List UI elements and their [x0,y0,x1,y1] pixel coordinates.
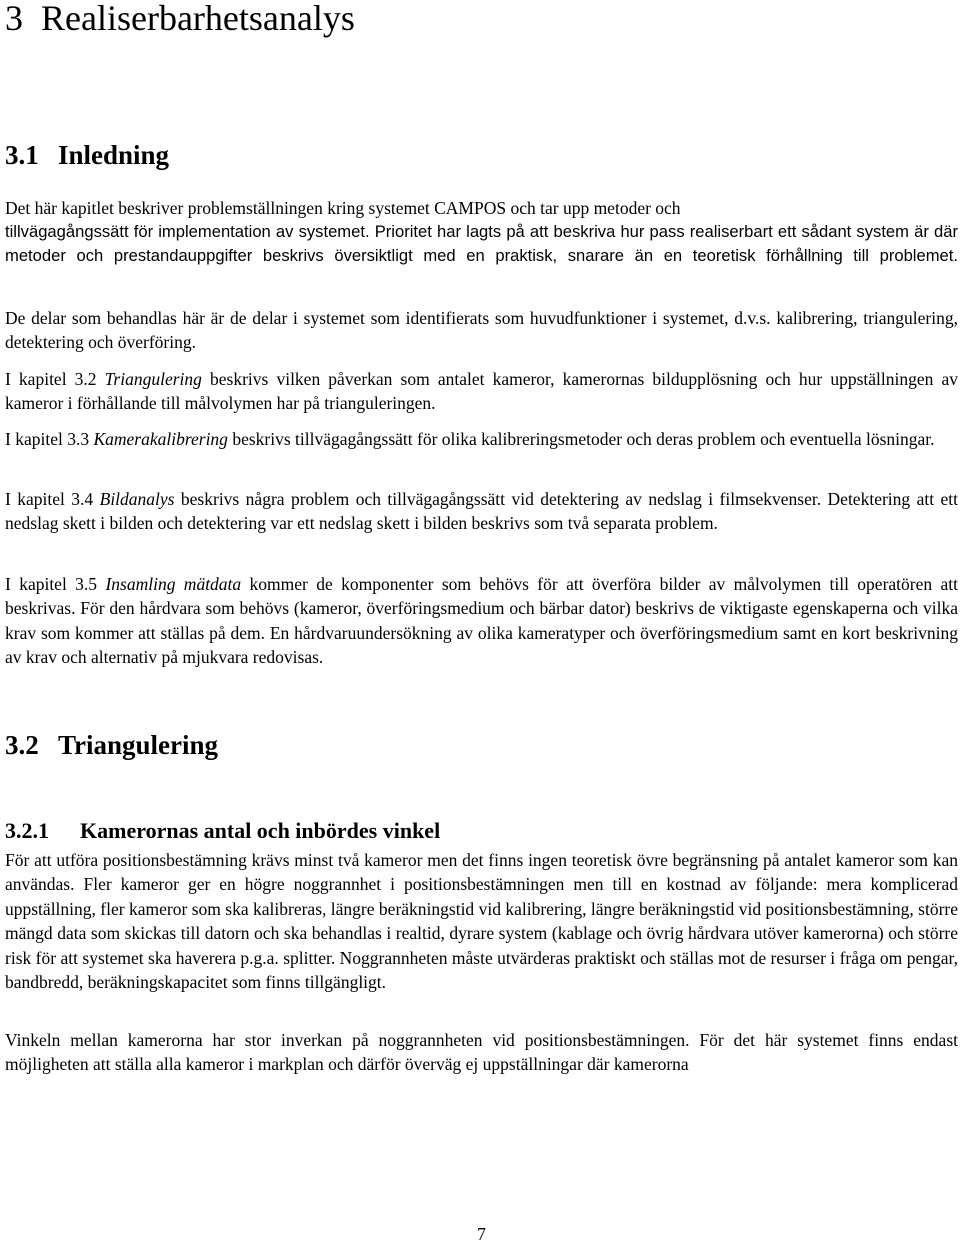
paragraph-intro-sans: tillvägagångssätt för implementation av systemet. Prioritet har lagts på att beskriva hur pass realiserbart ett sådant system är där metoder och prestandauppgifter beskrivs översiktligt med en praktisk, snarare än en teoretisk förhållning till problemet. [5,222,958,266]
paragraph-chapter-3-4 [5,487,958,536]
paragraph-camera-count: För att utföra positionsbestämning krävs minst två kameror men det finns ingen teoretisk övre begränsning på antalet kameror som kan användas. Fler kameror ger en högre noggrannhet i positionsbestämningen men till en kostnad av följande: mera komplicerad uppställning, fler kameror som ska kalibreras, längre beräkningstid vid kalibrering, längre beräkningstid vid positionsbestämning, större mängd data som skickas till datorn och ska behandlas i realtid, dyrare system (kablage och övrig hårdvara utöver kamerorna) och större risk för att systemet ska haverera p.g.a. splitter. Noggrannheten måste utvärderas praktiskt och ställas mot de resurser i fråga om pengar, bandbredd, beräkningskapacitet som finns tillgängligt. [5,850,958,993]
ref-title: Triangulering [104,369,202,389]
paragraph-intro-serif: Det här kapitlet beskriver problemställningen kring systemet CAMPOS och tar upp metoder och [5,198,681,218]
paragraph-chapter-3-3 [5,427,958,451]
ref-prefix: I kapitel 3.4 [5,489,100,509]
paragraph-chapter-3-2 [5,367,958,416]
paragraph-chapter-3-5 [5,572,958,670]
chapter-title: Realiserbarhetsanalys [41,0,355,38]
section-number: 3.1 [5,140,39,170]
ref-title: Bildanalys [99,489,175,509]
subsection-heading-3-2-1 [5,817,440,845]
chapter-number: 3 [5,0,23,38]
section-title: Inledning [58,140,170,170]
chapter-heading [5,0,355,44]
section-number: 3.2 [5,730,39,760]
ref-text: beskrivs vilken påverkan som antalet kameror, kamerornas bildupplösning och hur uppställningen av kameror i förhållande till målvolymen har på trianguleringen. [5,369,958,414]
subsection-title: Kamerornas antal och inbördes vinkel [80,818,441,843]
ref-title: Kamerakalibrering [93,429,228,449]
ref-prefix: I kapitel 3.3 [5,429,94,449]
paragraph-camera-angle: Vinkeln mellan kamerorna har stor inverkan på noggrannheten vid positionsbestämningen. För det här systemet finns endast möjligheten att ställa alla kameror i markplan och därför överväg ej uppställningar där kamerorna [5,1030,958,1075]
ref-text: beskrivs några problem och tillvägagångssätt vid detektering av nedslag i filmsekvenser. Detektering att ett nedslag skett i bilden och detektering var ett nedslag skett i bilden beskrivs som två separata problem. [5,489,958,534]
ref-text: kommer de komponenter som behövs för att överföra bilder av målvolymen till operatören att beskrivas. För den hårdvara som behövs (kameror, överföringsmedium och bärbar dator) beskrivs de viktigaste egenskaperna och vilka krav som kommer att ställas på dem. En hårdvaruundersökning av olika kameratyper och överföringsmedium samt en kort beskrivning av krav och alternativ på mjukvara redovisas. [5,574,958,668]
subsection-number: 3.2.1 [5,818,49,843]
page-number: 7 [477,1224,486,1244]
ref-prefix: I kapitel 3.2 [5,369,105,389]
ref-title: Insamling mätdata [105,574,242,594]
paragraph-parts: De delar som behandlas här är de delar i systemet som identifierats som huvudfunktioner i systemet, d.v.s. kalibrering, triangulering, detektering och överföring. [5,308,958,353]
section-heading-3-1 [5,137,169,173]
ref-prefix: I kapitel 3.5 [5,574,106,594]
section-title: Triangulering [58,730,219,760]
ref-text: beskrivs tillvägagångssätt för olika kalibreringsmetoder och deras problem och eventuella lösningar. [227,429,935,449]
section-heading-3-2 [5,727,218,763]
